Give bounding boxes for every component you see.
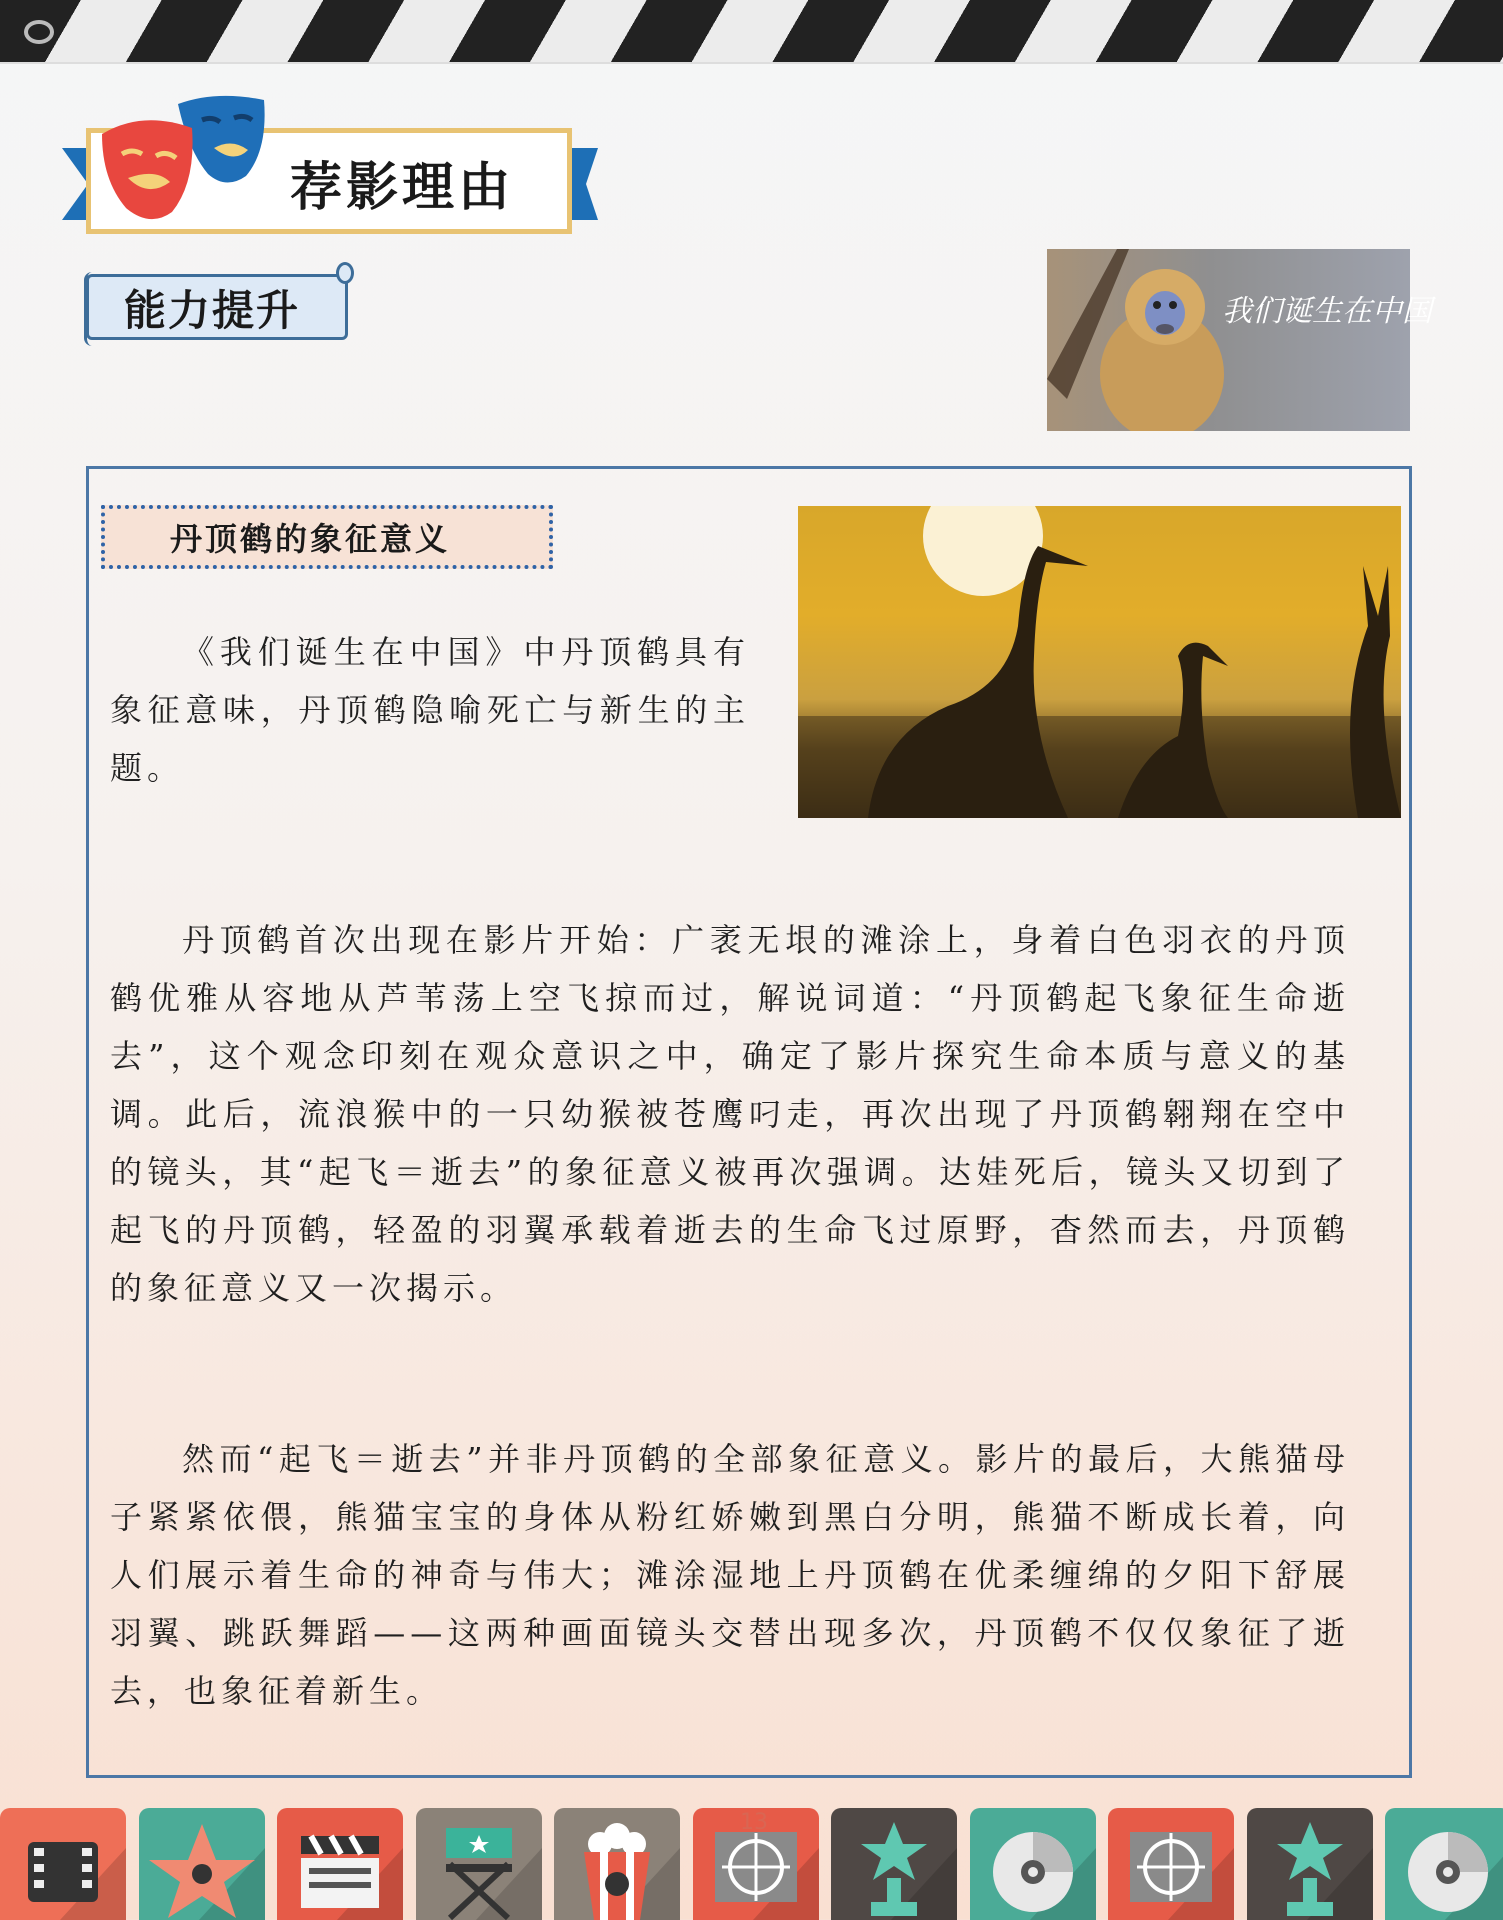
title-ribbon-right [586,148,598,220]
star-icon [139,1808,265,1920]
director-chair-icon [416,1808,542,1920]
section-label: 丹顶鹤的象征意义 [170,520,451,558]
disc-icon [970,1808,1096,1920]
clapperboard-icon [277,1808,403,1920]
paragraph-intro: 《我们诞生在中国》中丹顶鹤具有象征意味，丹顶鹤隐喻死亡与新生的主题。 [110,633,750,787]
red-crowned-crane-photo [798,506,1401,818]
subtitle-tag-scroll-left [84,272,101,346]
footer-tile-popcorn-icon [554,1808,680,1920]
page-number: 13 [740,1810,768,1835]
trophy-icon [831,1808,957,1920]
footer-tile-film-reel-countdown-icon [1108,1808,1234,1920]
subtitle-text: 能力提升 [124,286,301,335]
ring-icon [24,20,54,44]
theater-masks-icon [96,90,276,230]
footer-tile-clapperboard-icon [277,1808,403,1920]
footer-tile-director-chair-icon [416,1808,542,1920]
film-reel-countdown-icon [1108,1808,1234,1920]
footer-tile-disc-icon [970,1808,1096,1920]
disc-icon [1385,1808,1503,1920]
paragraph-body-1: 丹顶鹤首次出现在影片开始：广袤无垠的滩涂上，身着白色羽衣的丹顶鹤优雅从容地从芦苇荡上空飞掠而过，解说词道：“丹顶鹤起飞象征生命逝去”，这个观念印刻在观众意识之中，确定了影片探究生命本质与意义的基调。此后，流浪猴中的一只幼猴被苍鹰叼走，再次出现了丹顶鹤翱翔在空中的镜头，其“起飞＝逝去”的象征意义被再次强调。达娃死后，镜头又切到了起飞的丹顶鹤，轻盈的羽翼承载着逝去的生命飞过原野，杳然而去，丹顶鹤的象征意义又一次揭示。 [110,921,1350,1307]
footer-tile-star-icon [139,1808,265,1920]
clapperboard-header [0,0,1503,64]
golden-monkey-photo [1047,249,1410,431]
page-title: 荐影理由 [290,158,515,218]
footer-tile-disc-icon [1385,1808,1503,1920]
paragraph-body-2: 然而“起飞＝逝去”并非丹顶鹤的全部象征意义。影片的最后，大熊猫母子紧紧依偎，熊猫宝宝的身体从粉红娇嫩到黑白分明，熊猫不断成长着，向人们展示着生命的神奇与伟大；滩涂湿地上丹顶鹤在优柔缠绵的夕阳下舒展羽翼、跳跃舞蹈——这两种画面镜头交替出现多次，丹顶鹤不仅仅象征了逝去，也象征着新生。 [110,1440,1350,1710]
subtitle-tag-scroll-right [336,262,354,284]
film-logo-watermark: 我们诞生在中国 [1222,294,1432,329]
title-ribbon-left [62,148,88,220]
popcorn-icon [554,1808,680,1920]
footer-tile-trophy-icon [1247,1808,1373,1920]
footer-tile-trophy-icon [831,1808,957,1920]
trophy-icon [1247,1808,1373,1920]
film-strip-icon [0,1808,126,1920]
footer-tile-film-strip-icon [0,1808,126,1920]
